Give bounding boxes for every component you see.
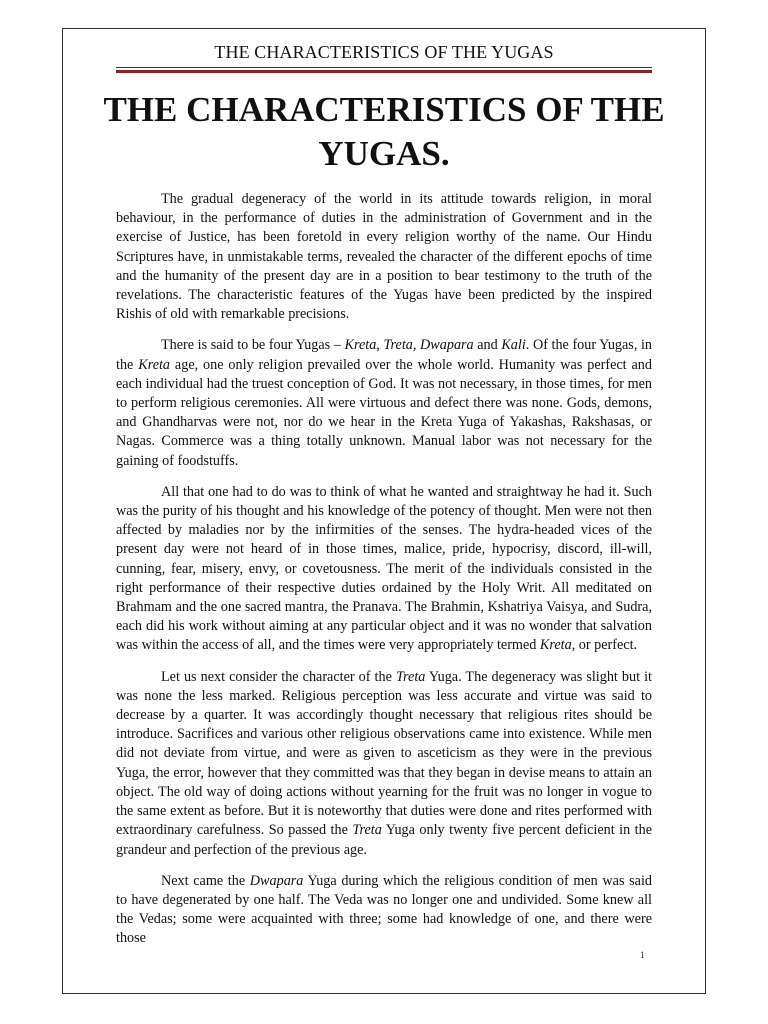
page-title-line-2: YUGAS. [318, 134, 450, 173]
italic-term: Kreta [539, 637, 572, 654]
running-header: THE CHARACTERISTICS OF THE YUGAS [214, 42, 554, 62]
header-rule [116, 67, 652, 68]
text-run: There is said to be four Yugas – [161, 337, 345, 354]
text-run: Yuga. The degeneracy was slight but it was none the less marked. Religious perception was less accurate and virtue was said to decrease by a quarter. It was accordingly thought necessary that religious rites should be introduce. Sacrifices and various other religious observations came into existence. While men did not deviate from virtue, and were as given to asceticism as they were in the previous Yuga, the error, however that they committed was that they began in devise means to attain an object. The old way of doing actions without yearning for the fruit was no longer in vogue to the same extent as before. But it is noteworthy that duties were done and rites performed with extraordinary carefulness. So passed the [116, 668, 652, 839]
text-run: Next came the [161, 872, 250, 889]
italic-term: Dwapara [420, 337, 474, 354]
paragraph-3 [116, 483, 652, 656]
italic-term: Kreta [138, 356, 171, 373]
text-run: Yuga only twenty five percent deficient in the grandeur and perfection of the previous age. [116, 822, 653, 858]
italic-term: Treta [383, 337, 413, 354]
italic-term: Treta [395, 668, 426, 685]
page-title [100, 88, 668, 176]
text-run: , [376, 337, 384, 354]
text-run: Yuga during which the religious condition of men was said to have degenerated by one half. The Veda was no longer one and undivided. Some knew all the Vedas; some were acquainted with three; some had knowledge of one, and there were those [116, 872, 652, 947]
text-run: , [412, 337, 421, 354]
italic-term: Dwapara [249, 872, 304, 889]
italic-term: Kreta [344, 337, 377, 354]
paragraph-2 [116, 336, 652, 470]
text-run: and [473, 337, 502, 354]
text-run: , or perfect. [571, 637, 638, 654]
text-run: All that one had to do was to think of what he wanted and straightway he had it. Such was the purity of his thought and his knowledge of the potency of thought. Men were not then affected by maladies nor by the infirmities of the senses. The hydra-headed vices of the present day were not heard of in those times, malice, pride, hypocrisy, discord, ill-will, cunning, fear, misery, envy, or covetousness. The merit of the individuals consisted in the right performance of their respective duties ordained by the Holy Writ. All meditated on Brahmam and the one sacred mantra, the Pranava. The Brahmin, Kshatriya Vaisya, and Sudra, each did his work without aiming at any particular object and it was no wonder that salvation was within the access of all, and the times were very appropriately termed [116, 483, 652, 654]
paragraph-1: The gradual degeneracy of the world in its attitude towards religion, in moral behaviour, in the performance of duties in the administration of Government and in the exercise of Justice, has been foretold in every religion worthy of the name. Our Hindu Scriptures have, in unmistakable terms, revealed the character of the different epochs of time and the humanity of the present day are in a position to bear testimony to the truth of the revelations. The characteristic features of the Yugas have been predicted by the inspired Rishis of old with remarkable precisions. [116, 191, 652, 323]
italic-term: Kali [501, 337, 526, 354]
paragraph-4 [116, 668, 652, 860]
page-title-line-1: THE CHARACTERISTICS OF THE [103, 90, 665, 129]
text-run: age, one only religion prevailed over the whole world. Humanity was perfect and each individual had the truest conception of God. It was not necessary, in those times, for men to perform religious ceremonies. All were virtuous and defect there was none. Gods, demons, and Ghandharvas were not, nor do we hear in the Kreta Yuga of Yakashas, Rakshasas, or Nagas. Commerce was a thing totally unknown. Manual labor was not necessary for the gaining of foodstuffs. [116, 356, 652, 469]
text-run: Let us next consider the character of the [161, 668, 396, 685]
italic-term: Treta [352, 822, 382, 839]
text-run: . Of the four Yugas, in the [116, 337, 653, 373]
paragraph-5 [116, 872, 652, 949]
body-text [116, 190, 652, 961]
header-rule-accent [116, 70, 652, 73]
page-number: 1 [640, 950, 645, 960]
